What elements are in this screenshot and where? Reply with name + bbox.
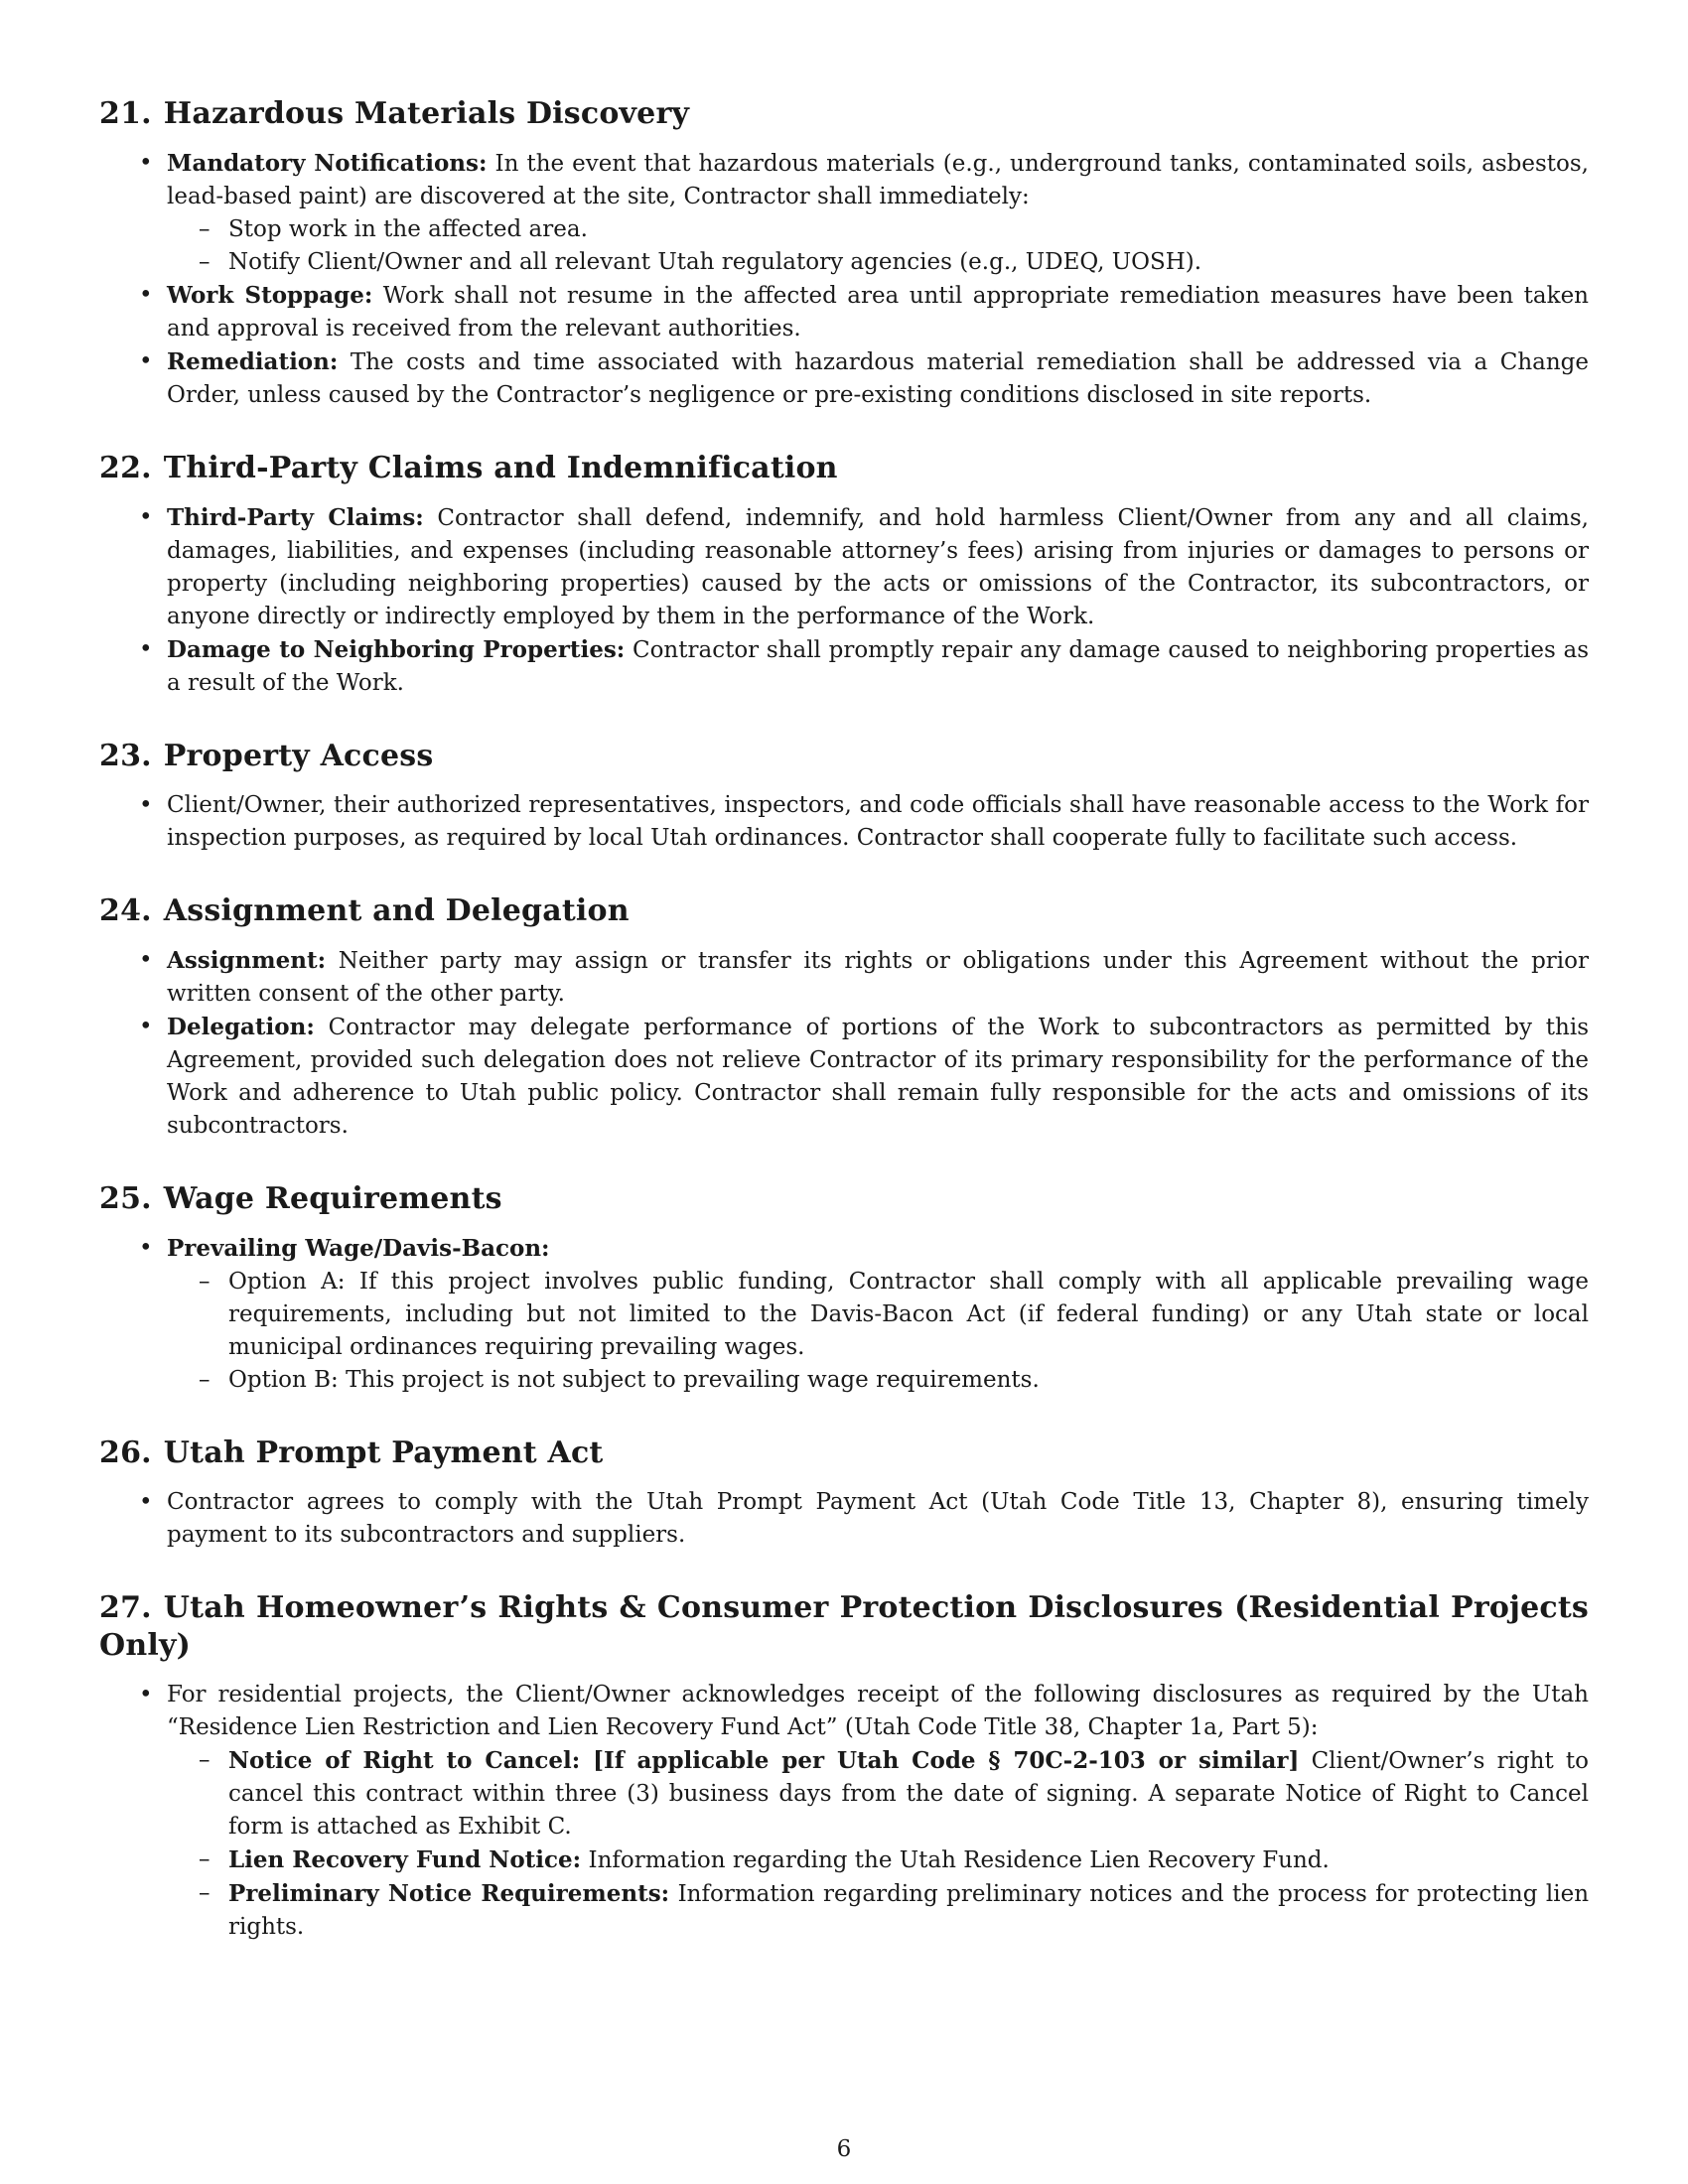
list-item [167,1232,1589,1397]
item-text: For residential projects, the Client/Owner acknowledges receipt of the following disclosures as required by the Utah “Residence Lien Restriction and Lien Recovery Fund Act” (Utah Code Title 38, Chapter 1a, Part 5): [167,1682,1589,1740]
sub-list [167,1744,1589,1944]
section-number: 25. [99,1181,152,1216]
bullet-list [99,1679,1589,1944]
item-label: Prevailing Wage/Davis-Bacon: [167,1235,550,1262]
sub-list-item: – Notify Client/Owner and all relevant Utah regulatory agencies (e.g., UDEQ, UOSH). [228,246,1589,279]
sub-list [167,1266,1589,1397]
section-title: Property Access [163,739,434,773]
item-text: Contractor shall defend, indemnify, and hold harmless Client/Owner from any and all claims, damages, liabilities, and expenses (including reasonable attorney’s fees) arising from injuries or damages to persons or property (including neighboring properties) caused by the acts or omissions of the Contractor, its subcontractors, or anyone directly or indirectly employed by them in the performance of the Work. [167,505,1589,629]
bullet-list [99,147,1589,412]
bullet-list [99,1232,1589,1397]
item-label: Work Stoppage: [167,282,373,309]
item-text: Neither party may assign or transfer its rights or obligations under this Agreement without the prior written consent of the other party. [167,948,1589,1007]
bullet-list [99,1486,1589,1552]
section-heading [99,1589,1589,1665]
item-label: Lien Recovery Fund Notice: [228,1846,582,1873]
section-23 [99,738,1589,855]
section-heading [99,738,1589,775]
section-number: 27. [99,1590,152,1625]
section-number: 23. [99,739,152,773]
section-heading [99,95,1589,133]
section-27 [99,1589,1589,1944]
list-item [167,633,1589,700]
bullet-list [99,501,1589,700]
sub-list-item: – Option B: This project is not subject to prevailing wage requirements. [228,1364,1589,1397]
sub-list-item: – Option A: If this project involves public funding, Contractor shall comply with all applicable prevailing wage requirements, including but not limited to the Davis-Bacon Act (if federal funding) or any Utah state or local municipal ordinances requiring prevailing wages. [228,1266,1589,1364]
section-21 [99,95,1589,412]
sub-list-item [228,1744,1589,1843]
bullet-list [99,789,1589,855]
sub-list-item [228,1843,1589,1877]
section-heading [99,1434,1589,1472]
sub-list-item [228,1877,1589,1944]
section-24 [99,892,1589,1143]
item-label: Notice of Right to Cancel: [If applicable per Utah Code § 70C-2-103 or similar] [228,1747,1300,1774]
section-title: Hazardous Materials Discovery [163,96,690,131]
item-text: In the event that hazardous materials (e.g., underground tanks, contaminated soils, asbestos, lead-based paint) are discovered at the site, Contractor shall immediately: [167,151,1589,209]
section-26 [99,1434,1589,1552]
section-number: 22. [99,451,152,485]
section-25 [99,1180,1589,1397]
section-heading [99,892,1589,930]
item-label: Mandatory Notifications: [167,150,488,177]
list-item [167,345,1589,412]
section-heading [99,450,1589,487]
item-text: Contractor shall promptly repair any damage caused to neighboring properties as a result of the Work. [167,637,1589,696]
bullet-list [99,944,1589,1143]
list-item [167,1679,1589,1944]
item-label: Preliminary Notice Requirements: [228,1880,670,1907]
section-title: Utah Homeowner’s Rights & Consumer Protection Disclosures (Residential Projects Only) [99,1590,1589,1663]
list-item: • Contractor agrees to comply with the Utah Prompt Payment Act (Utah Code Title 13, Chapter 8), ensuring timely payment to its subcontractors and suppliers. [167,1486,1589,1552]
item-label: Damage to Neighboring Properties: [167,636,626,663]
section-22 [99,450,1589,700]
item-label: Assignment: [167,947,327,974]
list-item [167,1011,1589,1143]
document-page [99,95,1589,1981]
sub-list [167,213,1589,279]
item-label: Delegation: [167,1014,315,1040]
item-label: Remediation: [167,348,339,375]
section-number: 24. [99,893,152,928]
item-text: Contractor may delegate performance of portions of the Work to subcontractors as permitted by this Agreement, provided such delegation does not relieve Contractor of its primary responsibility for the performance of the Work and adherence to Utah public policy. Contractor shall remain fully responsible for the acts and omissions of its subcontractors. [167,1015,1589,1139]
section-heading [99,1180,1589,1218]
list-item [167,944,1589,1011]
sub-list-item: – Stop work in the affected area. [228,213,1589,246]
section-number: 26. [99,1435,152,1470]
item-text: Work shall not resume in the affected area until appropriate remediation measures have been taken and approval is received from the relevant authorities. [167,283,1589,341]
section-title: Assignment and Delegation [163,893,630,928]
item-text: Client/Owner’s right to cancel this contract within three (3) business days from the date of signing. A separate Notice of Right to Cancel form is attached as Exhibit C. [228,1748,1589,1840]
section-title: Utah Prompt Payment Act [163,1435,604,1470]
list-item [167,147,1589,279]
section-number: 21. [99,96,152,131]
item-text: Information regarding the Utah Residence Lien Recovery Fund. [581,1847,1330,1873]
list-item [167,279,1589,345]
section-title: Third-Party Claims and Indemnification [163,451,838,485]
item-text: The costs and time associated with hazardous material remediation shall be addressed via a Change Order, unless caused by the Contractor’s negligence or pre-existing conditions disclosed in site reports. [167,349,1589,408]
section-title: Wage Requirements [163,1181,502,1216]
page-number: 6 [836,2136,852,2162]
item-text: Information regarding preliminary notices and the process for protecting lien rights. [228,1881,1590,1940]
list-item: • Client/Owner, their authorized representatives, inspectors, and code officials shall have reasonable access to the Work for inspection purposes, as required by local Utah ordinances. Contractor shall cooperate fully to facilitate such access. [167,789,1589,855]
list-item [167,501,1589,633]
item-label: Third-Party Claims: [167,504,424,531]
